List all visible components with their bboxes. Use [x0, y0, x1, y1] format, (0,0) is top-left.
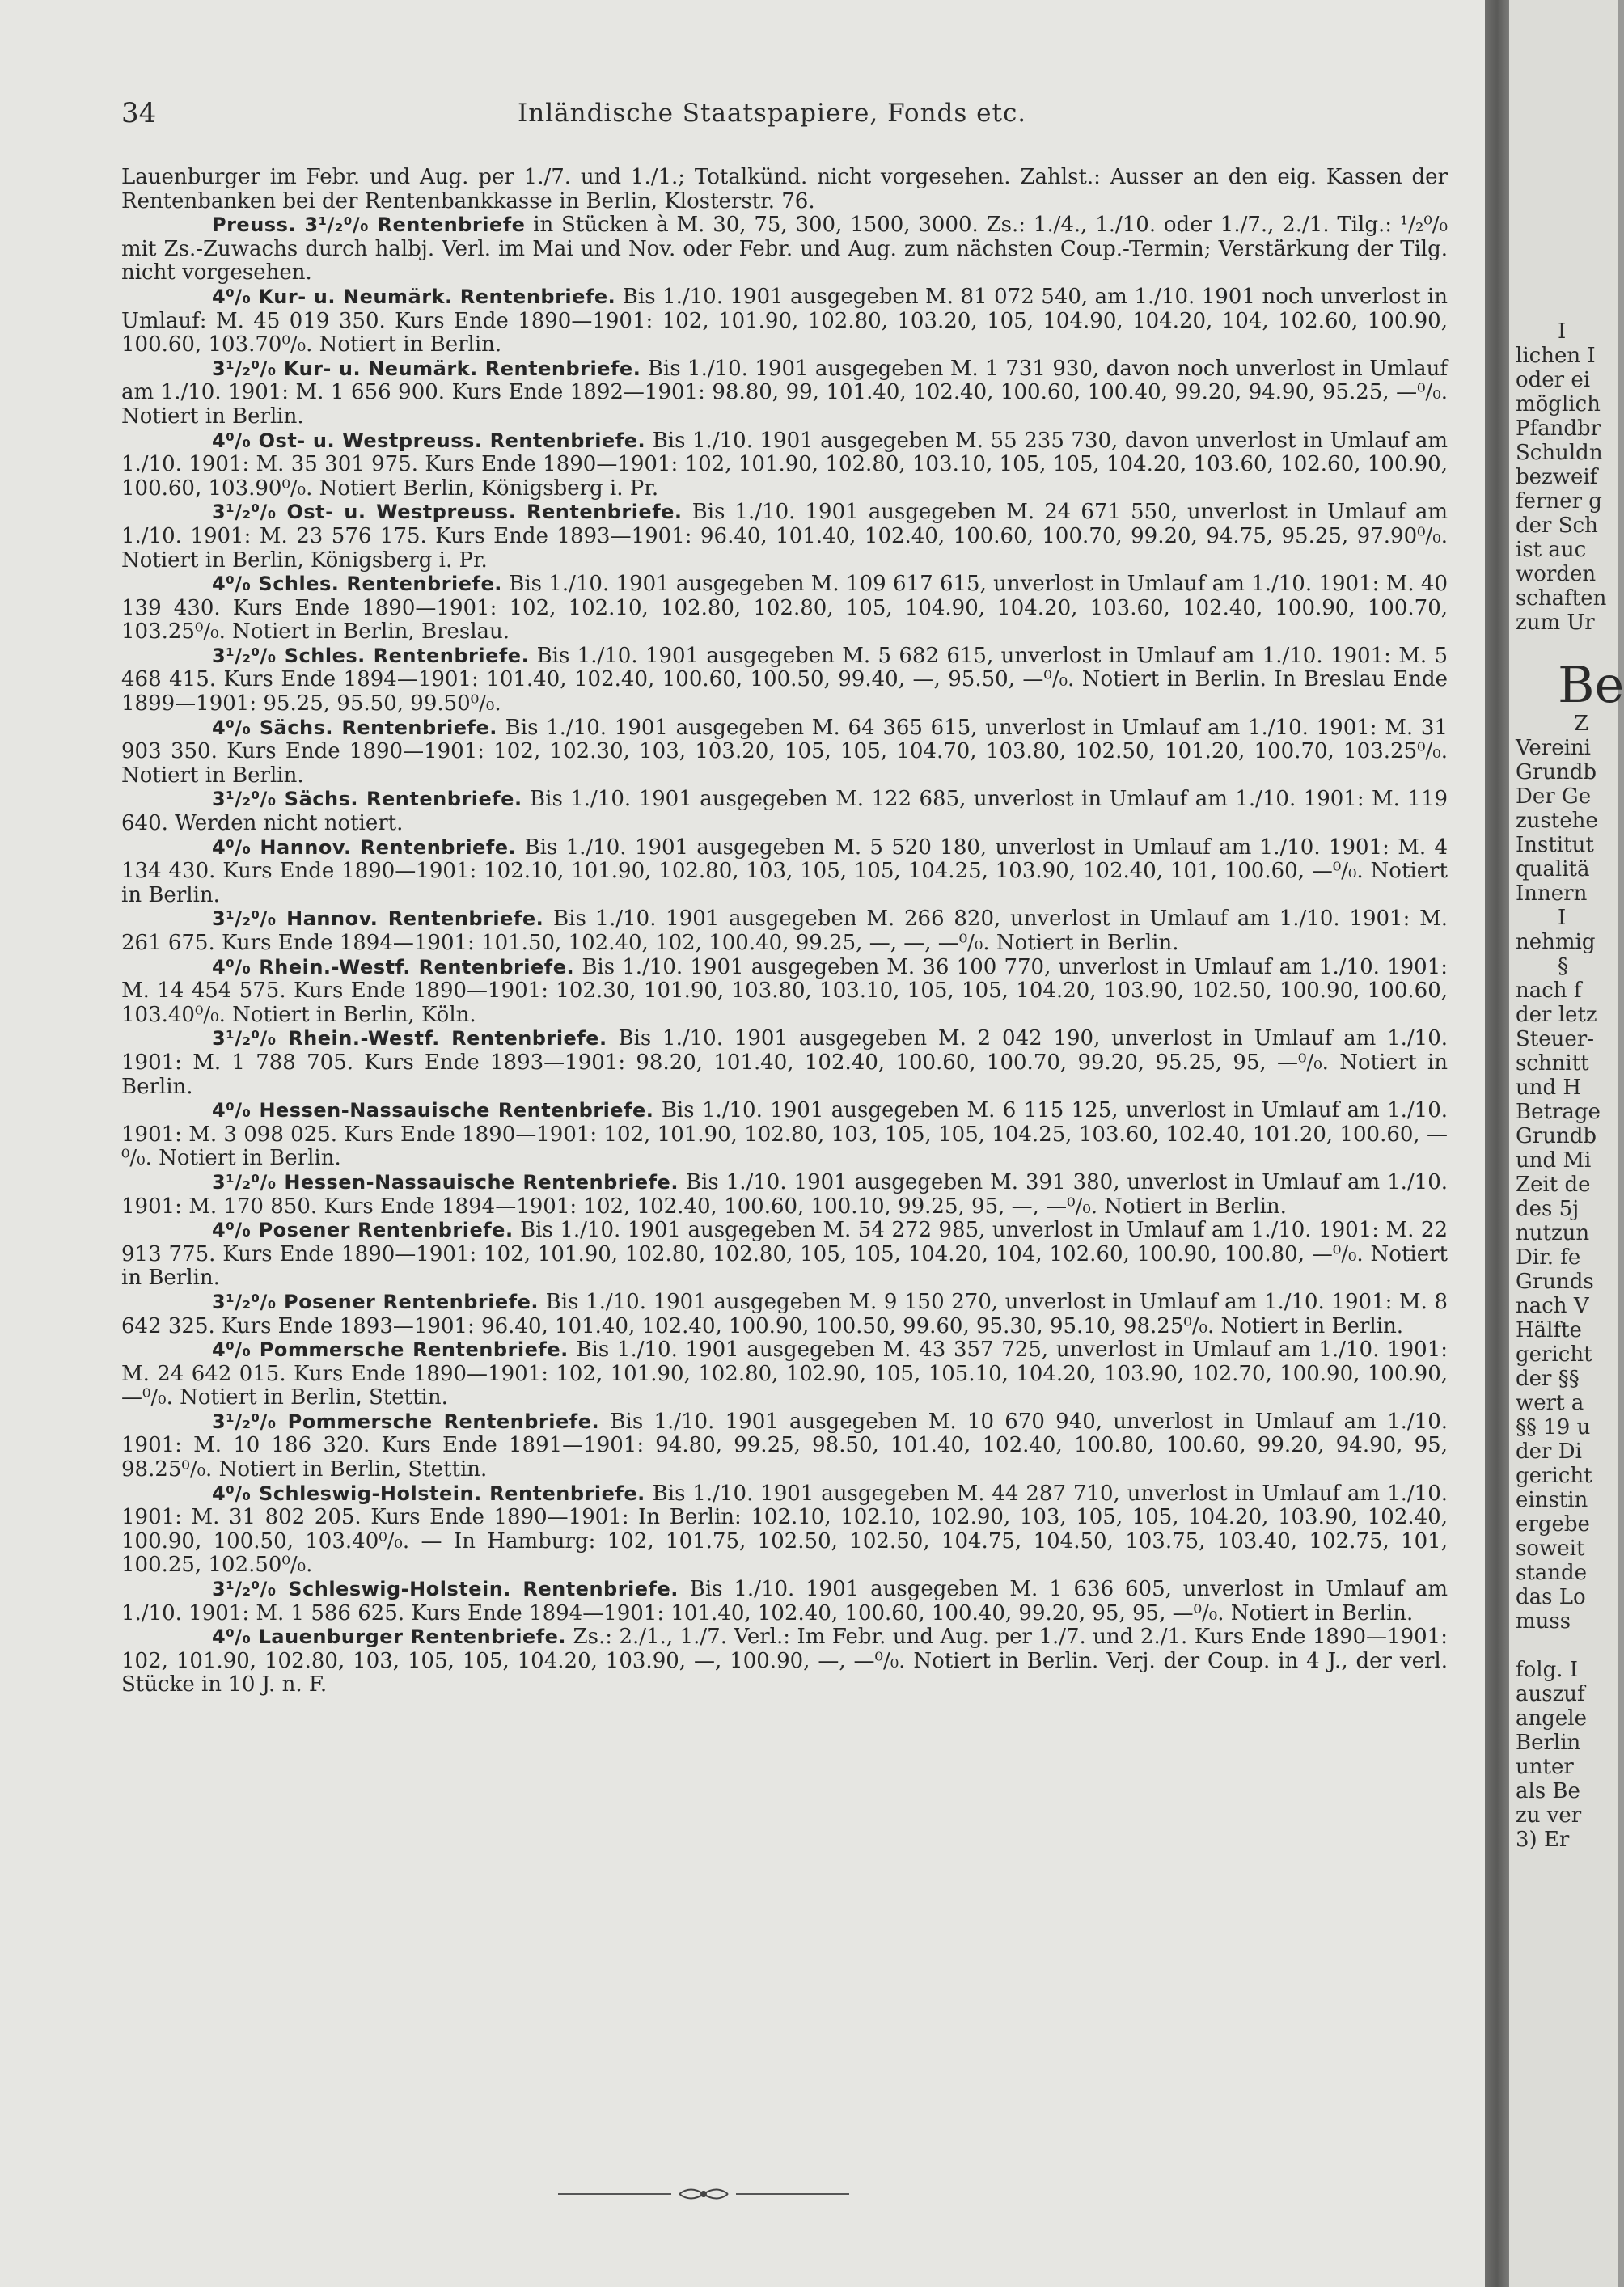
adjacent-page-line: unter — [1516, 1755, 1574, 1779]
entry-text: Bis 1./10. 1901 ausgegeben M. 109 617 615, unverlost in Umlauf am 1./10. 1901: M. 40 139 430. Kurs Ende 1890—1901: 102, 102.10, 102.80, 102.80, 105, 104.90, 104.20, 103.60, 102.40, 100.90, 100.70, 103.25⁰/₀. Notiert in Berlin, Breslau. — [121, 572, 1448, 645]
entry-9 — [121, 788, 1448, 835]
entry-19 — [121, 1410, 1448, 1482]
entry-heading: 4⁰/₀ Ost- u. Westpreuss. Rentenbriefe. — [212, 429, 646, 452]
entry-11 — [121, 907, 1448, 955]
entry-heading: 4⁰/₀ Hannov. Rentenbriefe. — [212, 835, 517, 859]
adjacent-page-line: ergebe — [1516, 1512, 1590, 1537]
adjacent-page-line: des 5j — [1516, 1197, 1580, 1221]
entry-text: Bis 1./10. 1901 ausgegeben M. 44 287 710, unverlost in Umlauf am 1./10. 1901: M. 31 802 205. Kurs Ende 1890—1901: In Berlin: 102.10, 102.10, 102.90, 103, 105, 105, 104.20, 103.90, 102.40, 100.90, 100.50, 103.40⁰/₀. — In Hamburg: 102, 101.75, 102.50, 102.50, 104.75, 104.50, 103.75, 103.40, 102.75, 101, 100.25, 102.50⁰/₀. — [121, 1481, 1448, 1578]
ornament-flourish-icon — [678, 2183, 730, 2209]
entry-6 — [121, 573, 1448, 645]
adjacent-page-line: Grundb — [1516, 1124, 1597, 1148]
entry-heading: 3¹/₂⁰/₀ Sächs. Rentenbriefe. — [212, 788, 522, 811]
book-gutter — [1485, 0, 1509, 2287]
adjacent-page-line: nach V — [1516, 1294, 1589, 1318]
entry-text: Bis 1./10. 1901 ausgegeben M. 5 520 180, unverlost in Umlauf am 1./10. 1901: M. 4 134 430. Kurs Ende 1890—1901: 102.10, 101.90, 102.80, 103, 105, 105, 104.25, 103.90, 102.40, 101, 100.60, —⁰/₀. Notiert in Berlin. — [121, 835, 1448, 907]
page-content — [121, 166, 1448, 1697]
adjacent-page-line: möglich — [1516, 392, 1601, 416]
entry-12 — [121, 956, 1448, 1028]
adjacent-page-line: I — [1558, 906, 1567, 930]
entry-heading: 3¹/₂⁰/₀ Ost- u. Westpreuss. Rentenbriefe. — [212, 501, 683, 524]
entry-text: Bis 1./10. 1901 ausgegeben M. 5 682 615, unverlost in Umlauf am 1./10. 1901: M. 5 468 415. Kurs Ende 1894—1901: 101.40, 102.40, 100.60, 100.50, 99.40, —, 95.50, —⁰/₀. Notiert in Berlin. In Breslau Ende 1899—1901: 95.25, 95.50, 99.50⁰/₀. — [121, 643, 1448, 717]
entry-heading: 3¹/₂⁰/₀ Rhein.-Westf. Rentenbriefe. — [212, 1027, 607, 1050]
adjacent-page-line: zustehe — [1516, 809, 1598, 833]
adjacent-page-line: der Sch — [1516, 514, 1598, 538]
entry-text: Bis 1./10. 1901 ausgegeben M. 6 115 125, unverlost in Umlauf am 1./10. 1901: M. 3 098 025. Kurs Ende 1890—1901: 102, 101.90, 102.80, 103, 105, 105, 104.25, 103.60, 102.40, 101.20, 100.60, —⁰/₀. Notiert in Berlin. — [121, 1098, 1448, 1171]
entry-1 — [121, 213, 1448, 285]
entry-heading: 4⁰/₀ Hessen-Nassauische Rentenbriefe. — [212, 1099, 654, 1122]
entry-heading: 4⁰/₀ Pommersche Rentenbriefe. — [212, 1338, 569, 1362]
adjacent-page-line: stande — [1516, 1561, 1588, 1585]
adjacent-page-line: das Lo — [1516, 1585, 1586, 1609]
entry-text: Bis 1./10. 1901 ausgegeben M. 55 235 730, davon unverlost in Umlauf am 1./10. 1901: M. 35 301 975. Kurs Ende 1890—1901: 102, 101.90, 102.80, 103.10, 105, 105, 104.20, 103.60, 102.60, 100.90, 100.60, 103.90⁰/₀. Notiert Berlin, Königsberg i. Pr. — [121, 428, 1448, 501]
entry-22 — [121, 1625, 1448, 1697]
entry-text: Bis 1./10. 1901 ausgegeben M. 1 636 605, unverlost in Umlauf am 1./10. 1901: M. 1 586 625. Kurs Ende 1894—1901: 101.40, 102.40, 100.60, 100.40, 99.20, 95, 95, —⁰/₀. Notiert in Berlin. — [121, 1577, 1448, 1625]
entry-text: Bis 1./10. 1901 ausgegeben M. 24 671 550, unverlost in Umlauf am 1./10. 1901: M. 23 576 175. Kurs Ende 1893—1901: 96.40, 101.40, 102.40, 100.60, 100.70, 99.20, 94.75, 95.25, 97.90⁰/₀. Notiert in Berlin, Königsberg i. Pr. — [121, 500, 1448, 573]
entry-7 — [121, 645, 1448, 717]
adjacent-page-line: der §§ — [1516, 1367, 1580, 1391]
adjacent-page-line: muss — [1516, 1609, 1571, 1634]
entry-heading: 4⁰/₀ Rhein.-Westf. Rentenbriefe. — [212, 955, 575, 979]
adjacent-page-line: Pfandbr — [1516, 416, 1601, 441]
paragraph-0 — [121, 166, 1448, 213]
page-header — [121, 97, 1432, 137]
entry-heading: 3¹/₂⁰/₀ Pommersche Rentenbriefe. — [212, 1410, 600, 1433]
adjacent-page-line: Der Ge — [1516, 784, 1592, 809]
adjacent-page-line: Z — [1574, 712, 1589, 736]
adjacent-page-line: nehmig — [1516, 930, 1596, 954]
ornament-line-right — [736, 2193, 849, 2195]
entry-text: Bis 1./10. 1901 ausgegeben M. 10 670 940, unverlost in Umlauf am 1./10. 1901: M. 10 186 320. Kurs Ende 1891—1901: 94.80, 99.25, 98.50, 101.40, 102.40, 100.80, 100.60, 99.20, 94.90, 95, 98.25⁰/₀. Notiert in Berlin, Stettin. — [121, 1409, 1448, 1482]
entry-10 — [121, 836, 1448, 908]
page-number: 34 — [121, 97, 157, 129]
adjacent-page-line: Berlin — [1516, 1731, 1581, 1755]
adjacent-page-line: § — [1558, 954, 1568, 979]
adjacent-page-line: Grunds — [1516, 1270, 1594, 1294]
adjacent-page-line: ferner g — [1516, 489, 1602, 514]
adjacent-page-line: der Di — [1516, 1439, 1582, 1464]
adjacent-page-line: auszuf — [1516, 1682, 1585, 1706]
entry-heading: 4⁰/₀ Schleswig-Holstein. Rentenbriefe. — [212, 1482, 645, 1505]
entry-3 — [121, 357, 1448, 429]
entry-4 — [121, 429, 1448, 501]
adjacent-page-line: Betrage — [1516, 1100, 1601, 1124]
entry-text: Bis 1./10. 1901 ausgegeben M. 1 731 930, davon noch unverlost in Umlauf am 1./10. 1901: M. 1 656 900. Kurs Ende 1892—1901: 98.80, 99, 101.40, 102.40, 100.60, 100.40, 99.20, 94.90, 95.25, —⁰/₀. Notiert in Berlin. — [121, 356, 1448, 429]
adjacent-page-fragment — [1509, 0, 1624, 2287]
adjacent-page-line: Dir. fe — [1516, 1245, 1581, 1270]
entry-heading: 3¹/₂⁰/₀ Kur- u. Neumärk. Rentenbriefe. — [212, 357, 641, 380]
adjacent-page-line: schaften — [1516, 586, 1607, 611]
entry-heading: 3¹/₂⁰/₀ Hessen-Nassauische Rentenbriefe. — [212, 1170, 679, 1194]
entry-heading: 3¹/₂⁰/₀ Schleswig-Holstein. Rentenbriefe. — [212, 1578, 679, 1601]
entry-2 — [121, 285, 1448, 357]
adjacent-page-line: angele — [1516, 1706, 1587, 1731]
running-title: Inländische Staatspapiere, Fonds etc. — [518, 99, 1027, 128]
adjacent-page-line: wert a — [1516, 1391, 1584, 1415]
entry-heading: 4⁰/₀ Kur- u. Neumärk. Rentenbriefe. — [212, 285, 616, 308]
entry-text: Bis 1./10. 1901 ausgegeben M. 54 272 985, unverlost in Umlauf am 1./10. 1901: M. 22 913 775. Kurs Ende 1890—1901: 102, 101.90, 102.80, 102.80, 105, 105, 104.20, 104, 102.60, 100.90, 100.80, —⁰/₀. Notiert in Berlin. — [121, 1218, 1448, 1291]
entry-21 — [121, 1578, 1448, 1625]
adjacent-page-line: schnitt — [1516, 1051, 1589, 1076]
entry-heading: 3¹/₂⁰/₀ Schles. Rentenbriefe. — [212, 644, 530, 667]
entry-text: Zs.: 2./1., 1./7. Verl.: Im Febr. und Aug. per 1./7. und 2./1. Kurs Ende 1890—1901: 102, 101.90, 102.80, 103, 105, 105, 104.20, 103.90, —, 100.90, —, —⁰/₀. Notiert in Berlin. Verj. der Coup. in 4 J., der verl. Stücke in 10 J. n. F. — [121, 1625, 1448, 1697]
adjacent-page-line: zu ver — [1516, 1803, 1582, 1828]
adjacent-page-line: Grundb — [1516, 760, 1597, 784]
entry-text: Bis 1./10. 1901 ausgegeben M. 122 685, unverlost in Umlauf am 1./10. 1901: M. 119 640. Werden nicht notiert. — [121, 787, 1448, 836]
adjacent-page-line: 3) Er — [1516, 1828, 1570, 1852]
adjacent-page-line: lichen I — [1516, 344, 1596, 368]
entry-20 — [121, 1482, 1448, 1578]
entry-text: Bis 1./10. 1901 ausgegeben M. 43 357 725, unverlost in Umlauf am 1./10. 1901: M. 24 642 015. Kurs Ende 1890—1901: 102, 101.90, 102.80, 102.90, 105, 105.10, 104.20, 103.90, 102.70, 100.90, 100.90, —⁰/₀. Notiert in Berlin, Stettin. — [121, 1338, 1448, 1410]
entry-text: Bis 1./10. 1901 ausgegeben M. 391 380, unverlost in Umlauf am 1./10. 1901: M. 170 850. Kurs Ende 1894—1901: 102, 102.40, 100.60, 100.10, 99.25, 95, —, —⁰/₀. Notiert in Berlin. — [121, 1169, 1448, 1219]
entry-text: in Stücken à M. 30, 75, 300, 1500, 3000. Zs.: 1./4., 1./10. oder 1./7., 2./1. Tilg.: ¹/₂⁰/₀ mit Zs.-Zuwachs durch halbj. Verl. im Mai und Nov. oder Febr. und Aug. zum nächsten Coup.-Termin; Verstärkung der Tilg. nicht vorgesehen. — [121, 213, 1448, 285]
entry-text: Bis 1./10. 1901 ausgegeben M. 2 042 190, unverlost in Umlauf am 1./10. 1901: M. 1 788 705. Kurs Ende 1893—1901: 98.20, 101.40, 102.40, 100.60, 100.70, 99.20, 95.25, 95, —⁰/₀. Notiert in Berlin. — [121, 1026, 1448, 1099]
adjacent-page-line: soweit — [1516, 1537, 1585, 1561]
entry-heading: 4⁰/₀ Posener Rentenbriefe. — [212, 1219, 514, 1242]
adjacent-page-line: Steuer- — [1516, 1027, 1594, 1051]
adjacent-page-line: bezweif — [1516, 465, 1598, 489]
adjacent-page-line: und H — [1516, 1076, 1582, 1100]
entry-heading: 3¹/₂⁰/₀ Posener Rentenbriefe. — [212, 1290, 539, 1313]
adjacent-page-line: Be — [1558, 655, 1624, 714]
adjacent-page-line: I — [1558, 319, 1567, 344]
adjacent-page-line: Hälfte — [1516, 1318, 1582, 1342]
entry-text: Bis 1./10. 1901 ausgegeben M. 9 150 270, unverlost in Umlauf am 1./10. 1901: M. 8 642 325. Kurs Ende 1893—1901: 96.40, 101.40, 102.40, 100.90, 100.50, 99.60, 95.30, 95.10, 98.25⁰/₀. Notiert in Berlin. — [121, 1289, 1448, 1338]
entry-16 — [121, 1219, 1448, 1291]
adjacent-page-line: worden — [1516, 562, 1597, 586]
adjacent-page-line: nutzun — [1516, 1221, 1590, 1245]
adjacent-page-line: Vereini — [1516, 736, 1591, 760]
adjacent-page-line: Innern — [1516, 881, 1588, 906]
entry-heading: 4⁰/₀ Schles. Rentenbriefe. — [212, 573, 502, 596]
entry-heading: 4⁰/₀ Sächs. Rentenbriefe. — [212, 716, 497, 739]
adjacent-page-line: ist auc — [1516, 538, 1587, 562]
adjacent-page-line: oder ei — [1516, 368, 1591, 392]
adjacent-page-line: Schuldn — [1516, 441, 1603, 465]
adjacent-page-line: der letz — [1516, 1003, 1597, 1027]
ornament-line-left — [558, 2193, 671, 2195]
entry-17 — [121, 1291, 1448, 1338]
adjacent-page-line: zum Ur — [1516, 611, 1595, 635]
adjacent-page-line: gericht — [1516, 1342, 1592, 1367]
adjacent-page-line: §§ 19 u — [1516, 1415, 1591, 1439]
entry-text: Bis 1./10. 1901 ausgegeben M. 81 072 540, am 1./10. 1901 noch unverlost in Umlauf: M. 45 019 350. Kurs Ende 1890—1901: 102, 101.90, 102.80, 103.20, 105, 104.90, 104.20, 104, 102.60, 100.90, 100.60, 103.70⁰/₀. Notiert in Berlin. — [121, 284, 1448, 357]
entry-5 — [121, 501, 1448, 573]
adjacent-page-line: einstin — [1516, 1488, 1588, 1512]
adjacent-page-line: folg. I — [1516, 1658, 1579, 1682]
entry-18 — [121, 1338, 1448, 1410]
entry-14 — [121, 1099, 1448, 1171]
adjacent-page-line: gericht — [1516, 1464, 1592, 1488]
entry-13 — [121, 1027, 1448, 1099]
paragraph-text: Lauenburger im Febr. und Aug. per 1./7. und 1./1.; Totalkünd. nicht vorgesehen. Zahlst.: Ausser an den eig. Kassen der Rentenbanken bei der Rentenbankkasse in Berlin, Klosterstr. 76. — [121, 165, 1448, 213]
entry-heading: Preuss. 3¹/₂⁰/₀ Rentenbriefe — [212, 213, 526, 237]
entry-15 — [121, 1171, 1448, 1219]
entry-heading: 3¹/₂⁰/₀ Hannov. Rentenbriefe. — [212, 907, 544, 931]
entry-8 — [121, 717, 1448, 788]
adjacent-page-line: nach f — [1516, 979, 1582, 1003]
adjacent-page-line: Zeit de — [1516, 1173, 1591, 1197]
section-end-ornament — [558, 2183, 849, 2205]
adjacent-page-line: Institut — [1516, 833, 1594, 857]
entry-heading: 4⁰/₀ Lauenburger Rentenbriefe. — [212, 1625, 567, 1649]
entry-text: Bis 1./10. 1901 ausgegeben M. 266 820, unverlost in Umlauf am 1./10. 1901: M. 261 675. Kurs Ende 1894—1901: 101.50, 102.40, 102, 100.40, 99.25, —, —, —⁰/₀. Notiert in Berlin. — [121, 907, 1448, 955]
entry-text: Bis 1./10. 1901 ausgegeben M. 36 100 770, unverlost in Umlauf am 1./10. 1901: M. 14 454 575. Kurs Ende 1890—1901: 102.30, 101.90, 103.80, 103.10, 105, 105, 104.20, 103.90, 102.50, 100.90, 100.60, 103.40⁰/₀. Notiert in Berlin, Köln. — [121, 954, 1448, 1027]
entry-text: Bis 1./10. 1901 ausgegeben M. 64 365 615, unverlost in Umlauf am 1./10. 1901: M. 31 903 350. Kurs Ende 1890—1901: 102, 102.30, 103, 103.20, 105, 105, 104.70, 103.80, 102.50, 101.20, 100.70, 103.25⁰/₀. Notiert in Berlin. — [121, 715, 1448, 788]
adjacent-page-line: qualitä — [1516, 857, 1590, 881]
adjacent-page-line: als Be — [1516, 1779, 1580, 1803]
adjacent-page-line: und Mi — [1516, 1148, 1592, 1173]
